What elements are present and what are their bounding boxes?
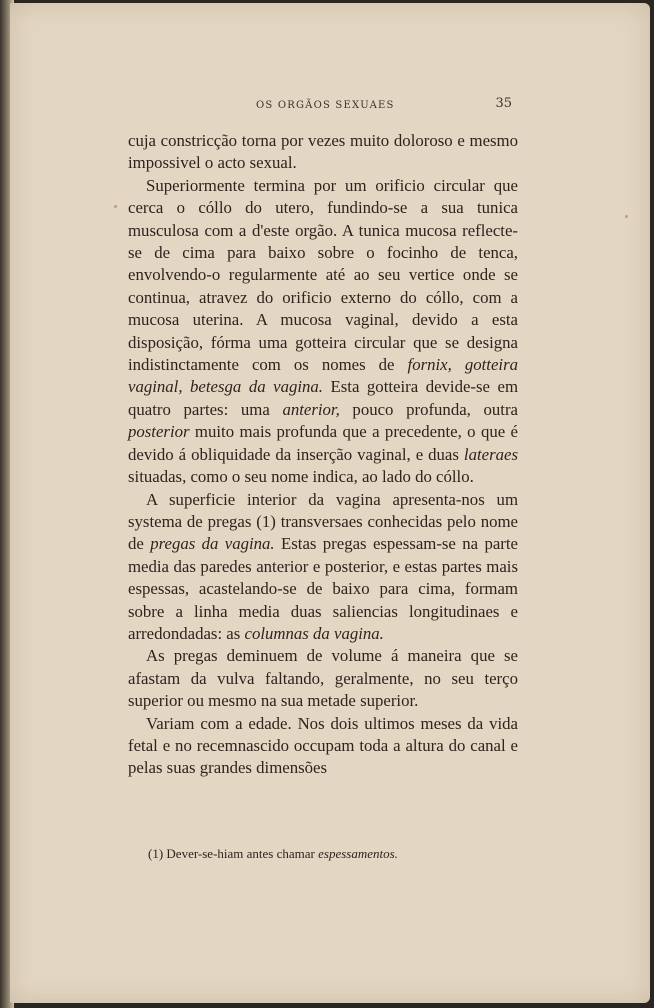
body-text xyxy=(128,130,518,780)
italic-term: pregas da vagina. xyxy=(150,534,275,554)
paragraph-3 xyxy=(128,489,518,646)
paragraph-4 xyxy=(128,645,518,712)
paragraph-5 xyxy=(128,713,518,780)
paragraph-text: Estas pregas espessam-se na parte media das paredes anterior e posterior, e estas partes mais espessas, acastelando-se de baixo para cima, formam sobre a linha media duas saliencias longitudinaes e arredondadas: as xyxy=(128,534,518,643)
paragraph-text: muito mais profunda que a precedente, o que é devido á obliquidade da inserção vaginal, e duas xyxy=(128,422,518,464)
italic-term: columnas da vagina. xyxy=(244,623,384,643)
paragraph-text: As pregas deminuem de volume á maneira que se afastam da vulva faltando, geralmente, no seu terço superior ou mesmo na sua metade superior. xyxy=(128,646,518,711)
footnote xyxy=(148,846,528,862)
footnote-text: (1) Dever-se-hiam antes chamar xyxy=(148,846,319,861)
italic-term: anterior, xyxy=(282,399,340,419)
paragraph-text: Esta gotteira devide-se em quatro partes: uma xyxy=(128,377,519,419)
italic-term: posterior xyxy=(128,422,190,442)
italic-term: lateraes xyxy=(463,444,518,464)
page-header xyxy=(120,96,520,116)
paper-spot xyxy=(114,205,117,208)
paragraph-text: cuja constricção torna por vezes muito doloroso e mesmo impossivel o acto sexual. xyxy=(128,131,518,173)
running-title: OS ORGÃOS SEXUAES xyxy=(256,100,395,111)
paragraph-text: A superficie interior da vagina apresenta-nos um systema de pregas (1) transversaes conhecidas pelo nome de xyxy=(128,489,518,554)
paragraph-1 xyxy=(128,130,518,175)
paper-spot xyxy=(625,215,628,218)
page-number: 35 xyxy=(495,96,512,111)
paragraph-text: Variam com a edade. Nos dois ultimos meses da vida fetal e no recemnascido occupam toda a altura do canal e pelas suas grandes dimensões xyxy=(128,713,518,778)
paragraph-text: Superiormente termina por um orificio circular que cerca o cóllo do utero, fundindo-se a sua tunica musculosa com a d'este orgão. A tunica mucosa reflecte-se de cima para baixo sobre o focinho de tenca, envolvendo-o regularmente até ao seu vertice onde se continua, atravez do orificio externo do cóllo, com a mucosa uterina. A mucosa vaginal, devido a esta disposição, fórma uma gotteira circular que se designa indistinctamente com os nomes de xyxy=(128,175,518,375)
paragraph-text: pouco profunda, outra xyxy=(339,399,518,419)
paragraph-text: situadas, como o seu nome indica, ao lado do cóllo. xyxy=(128,467,474,487)
paragraph-2 xyxy=(128,175,518,489)
footnote-italic-term: espessamentos. xyxy=(318,846,398,861)
italic-term: fornix, gotteira vaginal, betesga da vagina. xyxy=(128,355,518,397)
